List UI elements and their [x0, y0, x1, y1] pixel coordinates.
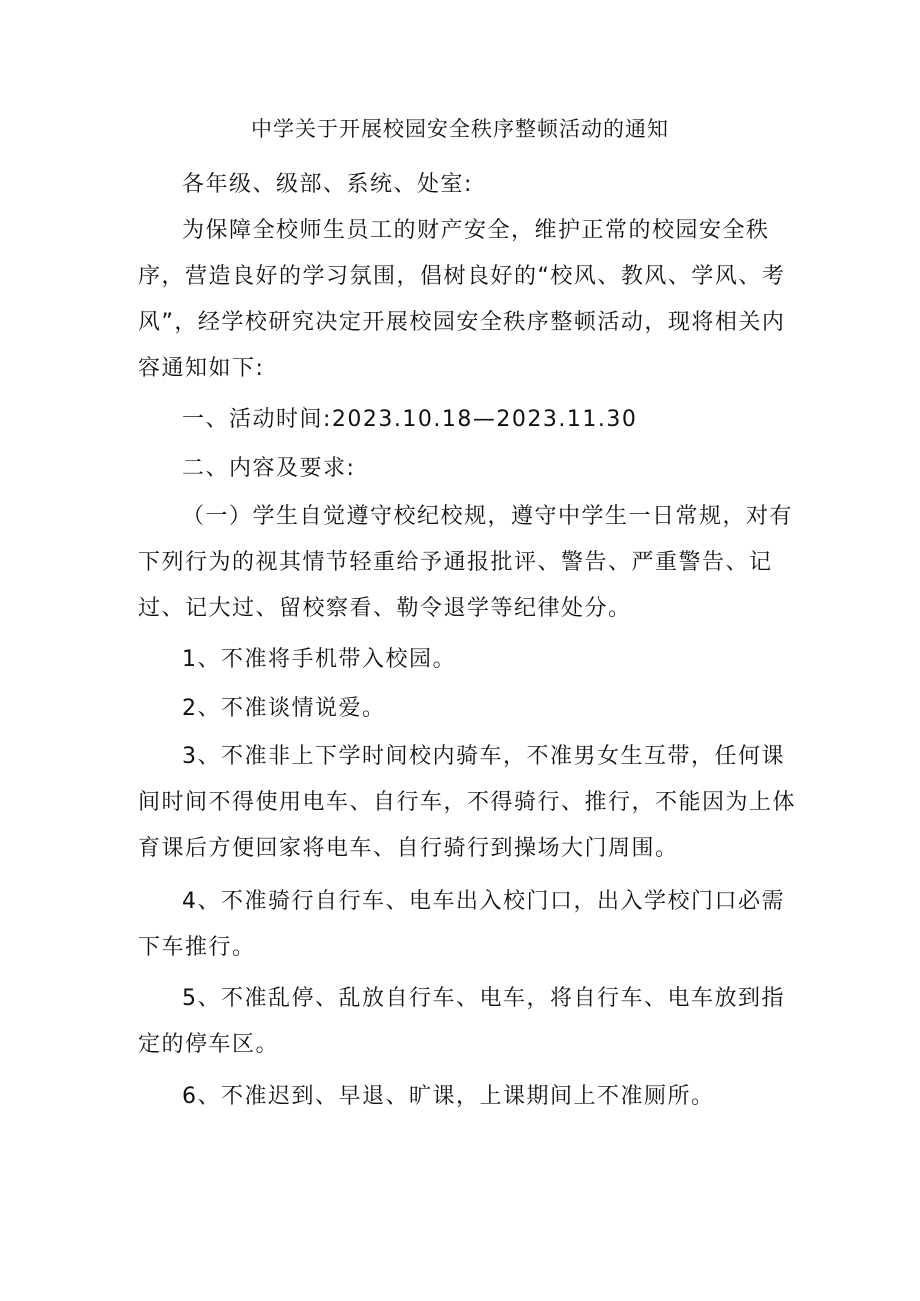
rule-item: 4、不准骑行自行车、电车出入校门口，出入学校门口必需下车推行。: [138, 889, 785, 960]
subsection-one-paragraph: （一）学生自觉遵守校纪校规，遵守中学生一日常规，对有下列行为的视其情节轻重给予通报批评、警告、严重警告、记过、记大过、留校察看、勒令退学等纪律处分。: [138, 504, 794, 621]
rule-item: 5、不准乱停、乱放自行车、电车，将自行车、电车放到指定的停车区。: [138, 986, 785, 1057]
intro-paragraph: 为保障全校师生员工的财产安全，维护正常的校园安全秩序，营造良好的学习氛围，倡树良好的“校风、教风、学风、考风”，经学校研究决定开展校园安全秩序整顿活动，现将相关内容通知如下:: [138, 218, 786, 381]
section-one-activity-time: 一、活动时间:2023.10.18—2023.11.30: [182, 407, 638, 432]
section-two-heading: 二、内容及要求:: [182, 456, 356, 481]
rule-item: 3、不准非上下学时间校内骑车，不准男女生互带，任何课间时间不得使用电车、自行车，不得骑行、推行，不能因为上体育课后方便回家将电车、自行骑行到操场大门周围。: [138, 744, 797, 861]
rule-item: 6、不准迟到、早退、旷课，上课期间上不准厕所。: [182, 1084, 715, 1109]
rule-item: 2、不准谈情说爱。: [182, 696, 386, 721]
salutation: 各年级、级部、系统、处室:: [182, 172, 473, 197]
document-title: 中学关于开展校园安全秩序整顿活动的通知: [251, 117, 669, 141]
rule-item: 1、不准将手机带入校园。: [182, 647, 456, 672]
